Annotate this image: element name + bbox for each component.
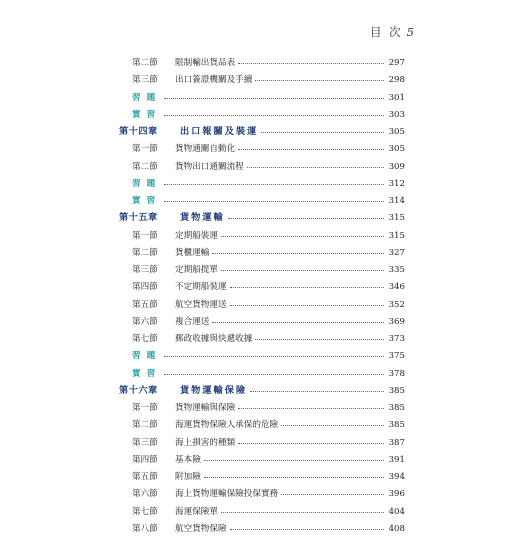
header-title: 目 次 bbox=[370, 25, 403, 39]
dot-leader bbox=[281, 494, 384, 495]
toc-page-number: 315 bbox=[388, 230, 405, 241]
toc-entry-label: 第八節 bbox=[132, 523, 158, 534]
toc-page-number: 369 bbox=[388, 316, 405, 327]
dot-leader bbox=[255, 339, 384, 340]
toc-entry-title: 貨物通關自動化 bbox=[175, 144, 236, 155]
toc-section-row[interactable] bbox=[0, 73, 520, 87]
toc-entry-title: 定期船裝運 bbox=[175, 230, 218, 241]
toc-page-number: 312 bbox=[388, 178, 405, 189]
toc-section-row[interactable] bbox=[0, 229, 520, 243]
toc-page-number: 314 bbox=[388, 196, 405, 206]
toc-entry-title: 郵政收據與快遞收據 bbox=[175, 334, 253, 344]
toc-entry-label: 第七節 bbox=[132, 334, 158, 344]
dot-leader bbox=[204, 477, 384, 478]
toc-entry-title: 貨物運輸 bbox=[180, 212, 225, 224]
header-page-number: 5 bbox=[406, 25, 416, 39]
toc-entry-title: 海上損害的種類 bbox=[175, 437, 236, 448]
toc-entry-label: 第七節 bbox=[132, 506, 158, 517]
dot-leader bbox=[255, 80, 384, 81]
toc-entry-title: 海運貨物保險人承保的危險 bbox=[175, 420, 279, 431]
toc-page-number: 378 bbox=[388, 368, 405, 379]
toc-page-number: 404 bbox=[388, 506, 405, 517]
toc-section-row[interactable] bbox=[0, 453, 520, 467]
dot-leader bbox=[164, 184, 384, 185]
toc-exercise-row[interactable] bbox=[0, 177, 520, 191]
toc-section-row[interactable] bbox=[0, 263, 520, 277]
toc-entry-title: 貨物運輸保險 bbox=[180, 384, 248, 396]
toc-entry-title: 限制輸出貨品表 bbox=[175, 58, 236, 68]
toc-page-number: 387 bbox=[388, 437, 405, 448]
toc-section-row[interactable] bbox=[0, 436, 520, 450]
toc-entry-label: 第四節 bbox=[132, 454, 158, 465]
toc-page-number: 297 bbox=[388, 58, 405, 68]
toc-entry-title: 貨物運輸與保險 bbox=[175, 403, 236, 413]
toc-section-row[interactable] bbox=[0, 487, 520, 501]
toc-page-number: 385 bbox=[388, 385, 405, 396]
toc-chapter-row[interactable] bbox=[0, 384, 520, 398]
toc-entry-label: 實習 bbox=[132, 109, 162, 120]
toc-entry-title: 航空貨物保險 bbox=[175, 523, 227, 534]
toc-page-number: 352 bbox=[388, 299, 405, 310]
toc-section-row[interactable] bbox=[0, 315, 520, 329]
toc-page-number: 298 bbox=[388, 75, 405, 86]
toc-entry-label: 第五節 bbox=[132, 472, 158, 482]
toc-entry-title: 附加險 bbox=[175, 472, 201, 482]
dot-leader bbox=[250, 391, 384, 392]
toc-entry-label: 第五節 bbox=[132, 299, 158, 310]
dot-leader bbox=[221, 512, 384, 513]
dot-leader bbox=[221, 270, 384, 271]
toc-section-row[interactable] bbox=[0, 280, 520, 294]
toc-page-number: 305 bbox=[388, 144, 405, 155]
toc-page-number: 385 bbox=[388, 403, 405, 413]
toc-entry-label: 實習 bbox=[132, 368, 162, 379]
toc-entry-label: 習題 bbox=[132, 178, 162, 189]
toc-exercise-row[interactable] bbox=[0, 108, 520, 122]
toc-section-row[interactable] bbox=[0, 160, 520, 174]
toc-section-row[interactable] bbox=[0, 505, 520, 519]
dot-leader bbox=[281, 425, 384, 426]
toc-page-number: 346 bbox=[388, 282, 405, 293]
toc-chapter-row[interactable] bbox=[0, 211, 520, 225]
toc-entry-title: 出口簽證機關及手續 bbox=[175, 75, 253, 86]
toc-exercise-row[interactable] bbox=[0, 367, 520, 381]
toc-page-number: 305 bbox=[388, 127, 405, 137]
toc-entry-label: 第二節 bbox=[132, 247, 158, 258]
toc-entry-label: 第二節 bbox=[132, 420, 158, 431]
toc-entry-label: 第三節 bbox=[132, 437, 158, 448]
toc-entry-label: 第一節 bbox=[132, 403, 158, 413]
dot-leader bbox=[247, 167, 384, 168]
toc-page-number: 408 bbox=[388, 523, 405, 534]
dot-leader bbox=[164, 374, 384, 375]
toc-page-number: 396 bbox=[388, 489, 405, 500]
toc-section-row[interactable] bbox=[0, 246, 520, 260]
toc-entry-title: 貨物出口通關流程 bbox=[175, 161, 244, 172]
dot-leader bbox=[164, 356, 384, 357]
toc-entry-label: 第三節 bbox=[132, 265, 158, 275]
toc-page-number: 391 bbox=[388, 454, 405, 465]
toc-section-row[interactable] bbox=[0, 56, 520, 70]
toc-section-row[interactable] bbox=[0, 332, 520, 346]
toc-section-row[interactable] bbox=[0, 470, 520, 484]
toc-entry-label: 第一節 bbox=[132, 144, 158, 155]
toc-section-row[interactable] bbox=[0, 418, 520, 432]
dot-leader bbox=[238, 149, 384, 150]
dot-leader bbox=[164, 98, 384, 99]
toc-page-number: 375 bbox=[388, 351, 405, 362]
toc-exercise-row[interactable] bbox=[0, 194, 520, 208]
toc-page-number: 335 bbox=[388, 265, 405, 275]
toc-entry-title: 海運保險單 bbox=[175, 506, 218, 517]
toc-entry-title: 海上貨物運輸保險投保實務 bbox=[175, 489, 279, 500]
dot-leader bbox=[228, 218, 384, 219]
toc-entry-label: 第六節 bbox=[132, 489, 158, 500]
toc-page-number: 327 bbox=[388, 247, 405, 258]
toc-entry-label: 習題 bbox=[132, 351, 162, 362]
toc-entry-title: 出口報關及裝運 bbox=[180, 126, 259, 137]
toc-entry-label: 第一節 bbox=[132, 230, 158, 241]
toc-entry-label: 第四節 bbox=[132, 282, 158, 293]
toc-entry-label: 第三節 bbox=[132, 75, 158, 86]
toc-entry-title: 複合運送 bbox=[175, 316, 210, 327]
toc-entry-label: 習題 bbox=[132, 92, 162, 103]
toc-entry-title: 定期船提單 bbox=[175, 265, 218, 275]
toc-page-number: 303 bbox=[388, 109, 405, 120]
dot-leader bbox=[230, 529, 384, 530]
toc-section-row[interactable] bbox=[0, 522, 520, 536]
dot-leader bbox=[230, 305, 384, 306]
dot-leader bbox=[204, 460, 384, 461]
dot-leader bbox=[212, 253, 384, 254]
dot-leader bbox=[238, 443, 384, 444]
toc-entry-label: 第二節 bbox=[132, 58, 158, 68]
toc-entry-title: 貨櫃運輸 bbox=[175, 247, 210, 258]
dot-leader bbox=[221, 236, 384, 237]
page-header bbox=[370, 24, 416, 40]
dot-leader bbox=[164, 201, 384, 202]
toc-page-number: 394 bbox=[388, 472, 405, 482]
toc-entry-label: 第十四章 bbox=[119, 126, 158, 137]
toc-entry-label: 實習 bbox=[132, 196, 162, 206]
toc-exercise-row[interactable] bbox=[0, 91, 520, 105]
toc-entry-title: 基本險 bbox=[175, 454, 201, 465]
toc-section-row[interactable] bbox=[0, 401, 520, 415]
toc-entry-label: 第十五章 bbox=[119, 212, 158, 224]
toc-page-number: 315 bbox=[388, 213, 405, 224]
toc-chapter-row[interactable] bbox=[0, 125, 520, 139]
toc-section-row[interactable] bbox=[0, 298, 520, 312]
toc-entry-label: 第二節 bbox=[132, 161, 158, 172]
dot-leader bbox=[238, 408, 384, 409]
toc-entry-title: 航空貨物運送 bbox=[175, 299, 227, 310]
toc-exercise-row[interactable] bbox=[0, 349, 520, 363]
dot-leader bbox=[212, 322, 384, 323]
toc-page-number: 385 bbox=[388, 420, 405, 431]
toc-entry-title: 不定期船裝運 bbox=[175, 282, 227, 293]
toc-section-row[interactable] bbox=[0, 142, 520, 156]
dot-leader bbox=[238, 63, 384, 64]
dot-leader bbox=[261, 132, 384, 133]
toc-page-number: 301 bbox=[388, 92, 405, 103]
toc-entry-label: 第十六章 bbox=[119, 384, 158, 396]
toc-page-number: 309 bbox=[388, 161, 405, 172]
toc-page-number: 373 bbox=[388, 334, 405, 344]
dot-leader bbox=[164, 115, 384, 116]
toc-entry-label: 第六節 bbox=[132, 316, 158, 327]
dot-leader bbox=[230, 287, 384, 288]
